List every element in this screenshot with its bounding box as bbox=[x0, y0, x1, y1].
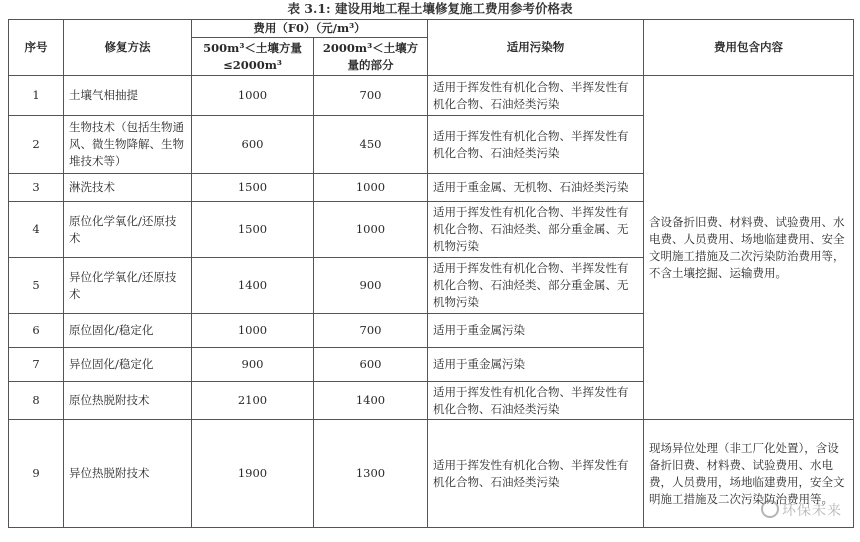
cell-pollutant: 适用于挥发性有机化合物、半挥发性有机化合物、石油烃类污染 bbox=[428, 76, 644, 116]
cell-cost-b: 1000 bbox=[314, 174, 428, 202]
header-cost-a: 500m³＜土壤方量≤2000m³ bbox=[192, 38, 314, 76]
watermark-text: 环保未来 bbox=[782, 503, 842, 519]
cell-cost-a: 1000 bbox=[192, 76, 314, 116]
table-row bbox=[9, 420, 854, 528]
cell-cost-b: 1400 bbox=[314, 382, 428, 420]
cell-includes-row9: 现场异位处理（非工厂化处置），含设备折旧费、材料费、试验费用、水电费，人员费用，场地临建费用，安全文明施工措施及二次污染防治费用等。 bbox=[644, 420, 854, 528]
wechat-logo-icon bbox=[761, 500, 779, 518]
cell-cost-a: 1000 bbox=[192, 314, 314, 348]
watermark bbox=[761, 500, 842, 520]
cell-includes-shared: 含设备折旧费、材料费、试验费用、水电费、人员费用、场地临建费用、安全文明施工措施及二次污染防治费用等，不含土壤挖掘、运输费用。 bbox=[644, 76, 854, 420]
cell-no: 5 bbox=[9, 258, 64, 314]
cell-method: 原位化学氧化/还原技术 bbox=[64, 202, 192, 258]
cell-method: 生物技术（包括生物通风、微生物降解、生物堆技术等） bbox=[64, 116, 192, 174]
header-method: 修复方法 bbox=[64, 20, 192, 76]
price-table bbox=[8, 19, 854, 528]
cell-method: 异位热脱附技术 bbox=[64, 420, 192, 528]
header-cost-group: 费用（F0）（元/m³） bbox=[192, 20, 428, 38]
cell-cost-a: 900 bbox=[192, 348, 314, 382]
header-includes: 费用包含内容 bbox=[644, 20, 854, 76]
table-caption: 表 3.1: 建设用地工程土壤修复施工费用参考价格表 bbox=[287, 1, 573, 16]
cell-cost-b: 700 bbox=[314, 314, 428, 348]
cell-cost-b: 450 bbox=[314, 116, 428, 174]
cell-no: 4 bbox=[9, 202, 64, 258]
cell-cost-a: 2100 bbox=[192, 382, 314, 420]
header-pollutant: 适用污染物 bbox=[428, 20, 644, 76]
cell-cost-b: 600 bbox=[314, 348, 428, 382]
cell-cost-a: 1900 bbox=[192, 420, 314, 528]
cell-pollutant: 适用于挥发性有机化合物、半挥发性有机化合物、石油烃类污染 bbox=[428, 116, 644, 174]
cell-cost-b: 1300 bbox=[314, 420, 428, 528]
cell-cost-a: 1500 bbox=[192, 202, 314, 258]
cell-no: 6 bbox=[9, 314, 64, 348]
cell-no: 2 bbox=[9, 116, 64, 174]
cell-cost-b: 1000 bbox=[314, 202, 428, 258]
cell-method: 原位热脱附技术 bbox=[64, 382, 192, 420]
cell-pollutant: 适用于重金属、无机物、石油烃类污染 bbox=[428, 174, 644, 202]
cell-no: 7 bbox=[9, 348, 64, 382]
cell-cost-b: 700 bbox=[314, 76, 428, 116]
cell-no: 3 bbox=[9, 174, 64, 202]
cell-no: 8 bbox=[9, 382, 64, 420]
cell-cost-b: 900 bbox=[314, 258, 428, 314]
header-no: 序号 bbox=[9, 20, 64, 76]
cell-pollutant: 适用于重金属污染 bbox=[428, 314, 644, 348]
cell-pollutant: 适用于挥发性有机化合物、半挥发性有机化合物、石油烃类、部分重金属、无机物污染 bbox=[428, 202, 644, 258]
cell-method: 异位固化/稳定化 bbox=[64, 348, 192, 382]
cell-cost-a: 1500 bbox=[192, 174, 314, 202]
cell-no: 9 bbox=[9, 420, 64, 528]
cell-cost-a: 1400 bbox=[192, 258, 314, 314]
cell-cost-a: 600 bbox=[192, 116, 314, 174]
cell-method: 原位固化/稳定化 bbox=[64, 314, 192, 348]
cell-pollutant: 适用于重金属污染 bbox=[428, 348, 644, 382]
header-cost-b: 2000m³＜土壤方量的部分 bbox=[314, 38, 428, 76]
cell-method: 土壤气相抽提 bbox=[64, 76, 192, 116]
cell-pollutant: 适用于挥发性有机化合物、半挥发性有机化合物、石油烃类污染 bbox=[428, 382, 644, 420]
cell-no: 1 bbox=[9, 76, 64, 116]
cell-method: 淋洗技术 bbox=[64, 174, 192, 202]
cell-pollutant: 适用于挥发性有机化合物、半挥发性有机化合物、石油烃类、部分重金属、无机物污染 bbox=[428, 258, 644, 314]
table-row bbox=[9, 76, 854, 116]
cell-pollutant: 适用于挥发性有机化合物、半挥发性有机化合物、石油烃类污染 bbox=[428, 420, 644, 528]
cell-method: 异位化学氧化/还原技术 bbox=[64, 258, 192, 314]
